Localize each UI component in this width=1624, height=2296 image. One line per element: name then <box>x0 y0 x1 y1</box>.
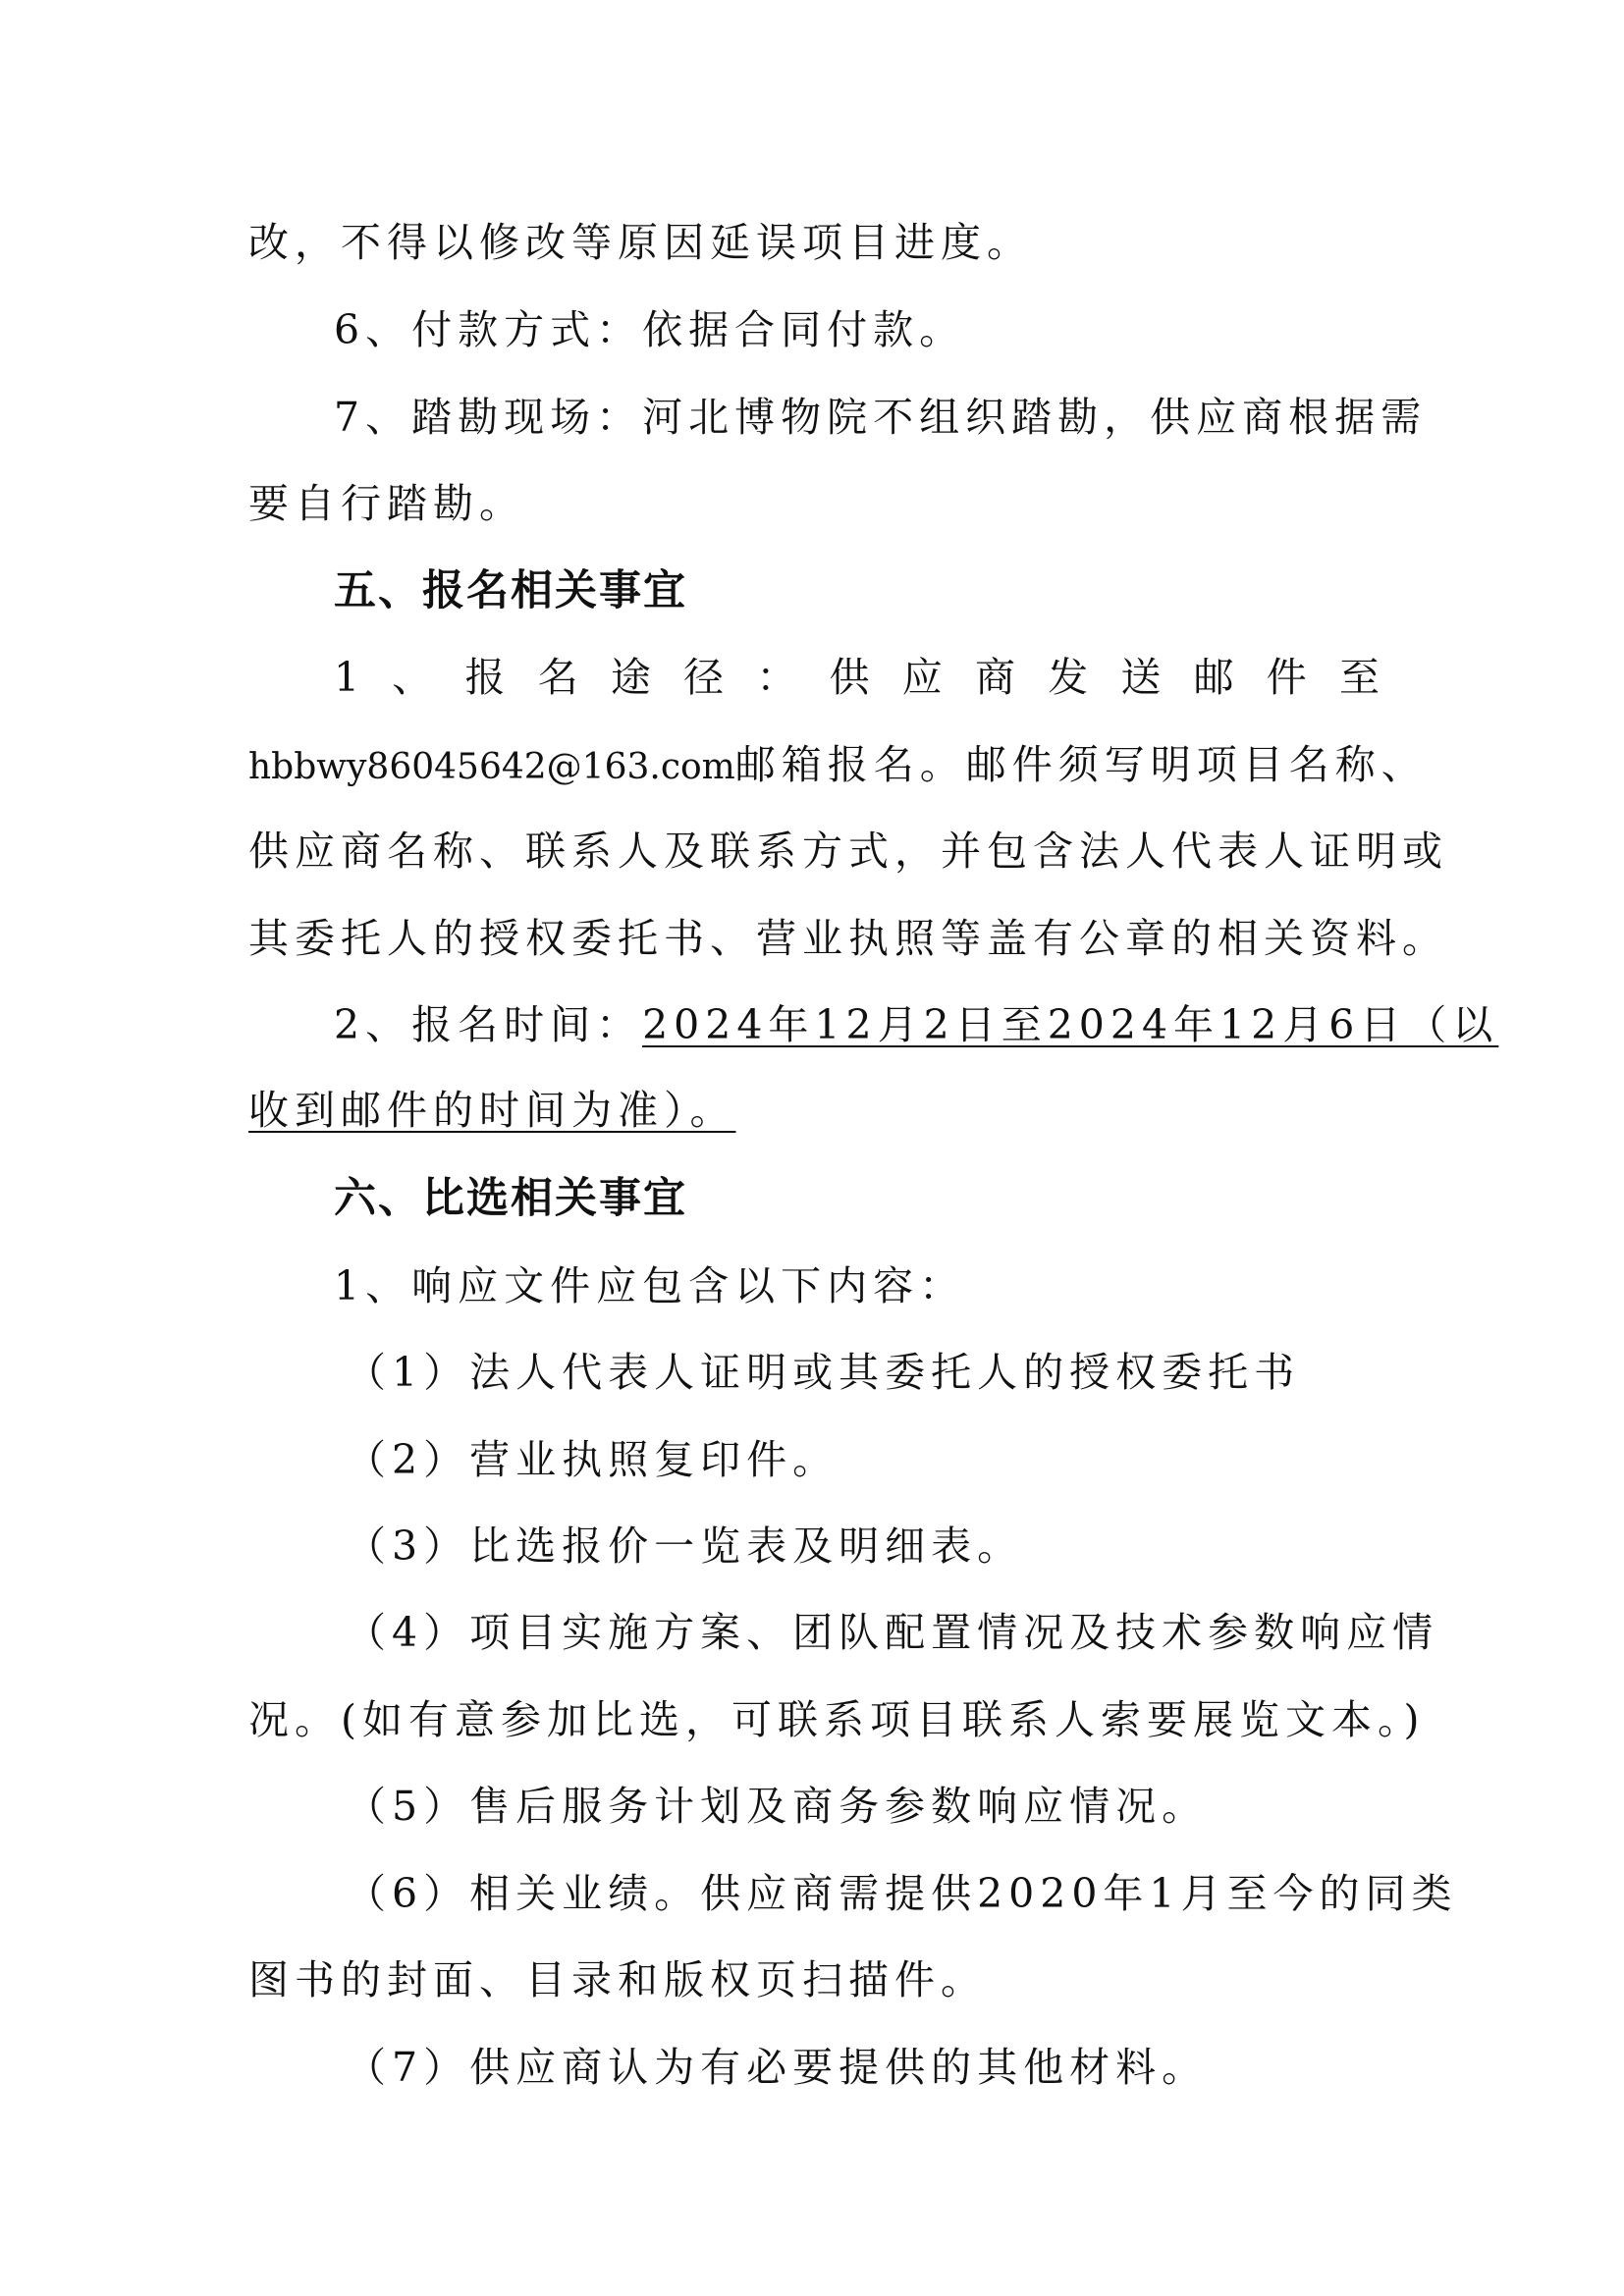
registration-email: hbbwy86045642@163.com <box>248 747 735 787</box>
paragraph-continuation: 改，不得以修改等原因延误项目进度。 <box>248 219 1033 266</box>
registration-time-line-2: 收到邮件的时间为准）。 <box>248 1087 736 1134</box>
registration-channel-line-4: 其委托人的授权委托书、营业执照等盖有公章的相关资料。 <box>248 915 1448 962</box>
response-item-7: （7）供应商认为有必要提供的其他材料。 <box>346 2044 1209 2091</box>
registration-channel-line-2 <box>248 735 1428 794</box>
registration-channel-line-3: 供应商名称、联系人及联系方式，并包含法人代表人证明或 <box>248 828 1448 875</box>
response-document-contents: 1、响应文件应包含以下内容： <box>334 1262 966 1309</box>
section-5-heading: 五、报名相关事宜 <box>334 566 687 615</box>
payment-method-paragraph: 6、付款方式：依据合同付款。 <box>334 306 966 353</box>
registration-time-line-1 <box>334 995 1498 1054</box>
response-item-2: （2）营业执照复印件。 <box>346 1436 839 1483</box>
registration-time-label: 2、报名时间： <box>334 1001 643 1048</box>
response-item-6-line-1: （6）相关业绩。供应商需提供2020年1月至今的同类 <box>346 1870 1458 1917</box>
response-item-1: （1）法人代表人证明或其委托人的授权委托书 <box>346 1349 1301 1396</box>
registration-channel-line-1: 1、报名途径：供应商发送邮件至 <box>334 654 1385 701</box>
response-item-5: （5）售后服务计划及商务参数响应情况。 <box>346 1783 1209 1830</box>
response-item-4-line-1: （4）项目实施方案、团队配置情况及技术参数响应情 <box>346 1609 1439 1656</box>
response-item-3: （3）比选报价一览表及明细表。 <box>346 1522 1024 1570</box>
registration-time-value: 2024年12月2日至2024年12月6日（以 <box>642 1001 1499 1048</box>
site-visit-paragraph-line-2: 要自行踏勘。 <box>248 480 525 527</box>
response-item-4-line-2: 况。(如有意参加比选，可联系项目联系人索要展览文本。) <box>248 1696 1426 1743</box>
section-6-heading: 六、比选相关事宜 <box>334 1174 687 1223</box>
response-item-6-line-2: 图书的封面、目录和版权页扫描件。 <box>248 1956 987 2003</box>
site-visit-paragraph-line-1: 7、踏勘现场：河北博物院不组织踏勘，供应商根据需 <box>334 394 1428 441</box>
registration-channel-rest: 邮箱报名。邮件须写明项目名称、 <box>734 741 1428 788</box>
